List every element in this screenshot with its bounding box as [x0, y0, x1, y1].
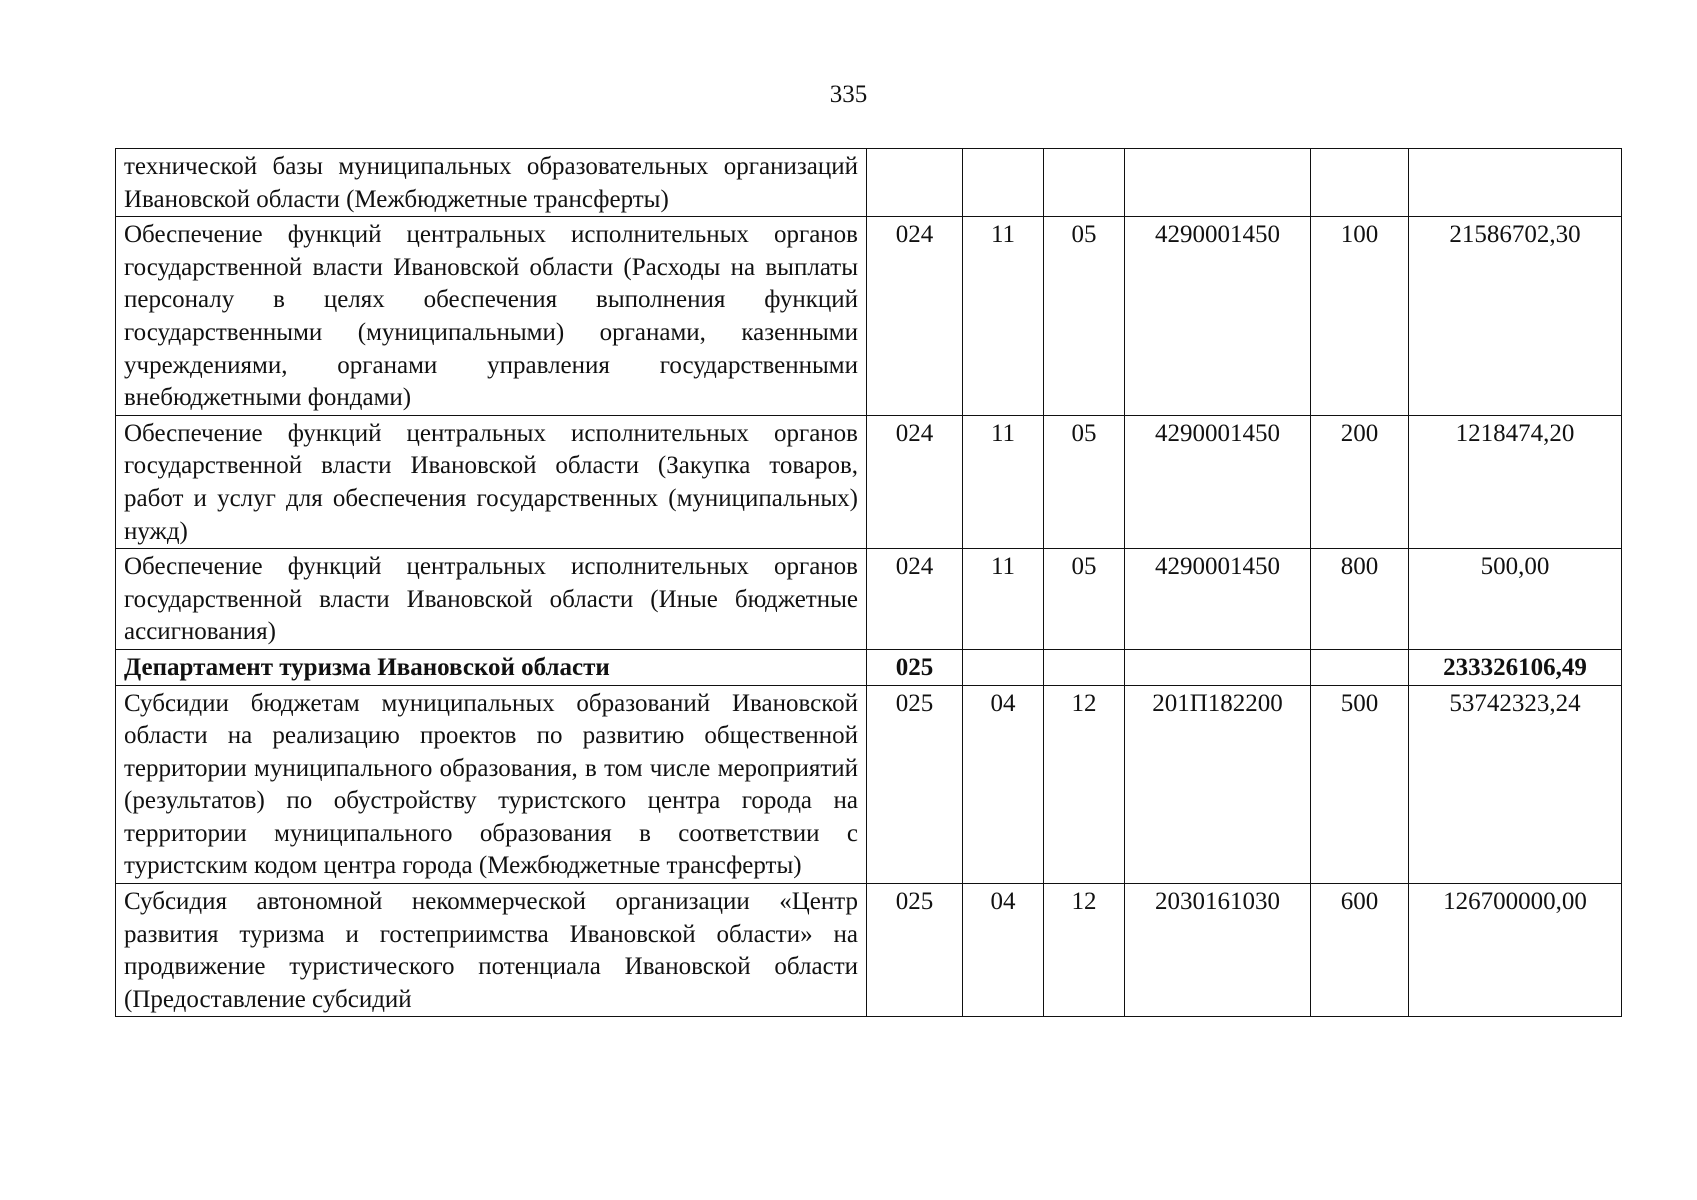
expense-type-code [1311, 149, 1409, 217]
grbs-code: 025 [867, 884, 963, 1017]
target-article-code: 201П182200 [1125, 685, 1311, 884]
amount: 126700000,00 [1409, 884, 1622, 1017]
grbs-code: 025 [867, 649, 963, 685]
table-row [116, 149, 1622, 217]
budget-table [115, 148, 1622, 1017]
subsection-code: 05 [1044, 217, 1125, 416]
section-code [963, 649, 1044, 685]
section-code: 11 [963, 217, 1044, 416]
grbs-code: 025 [867, 685, 963, 884]
row-description: Субсидии бюджетам муниципальных образований Ивановской области на реализацию проектов по развитию общественной территории муниципального образования, в том числе мероприятий (результатов) по обустройству туристского центра города на территории муниципального образования в соответствии с туристским кодом центра города (Межбюджетные трансферты) [116, 685, 867, 884]
grbs-code: 024 [867, 217, 963, 416]
target-article-code [1125, 149, 1311, 217]
row-description: технической базы муниципальных образовательных организаций Ивановской области (Межбюджетные трансферты) [116, 149, 867, 217]
row-description: Обеспечение функций центральных исполнительных органов государственной власти Ивановской области (Иные бюджетные ассигнования) [116, 549, 867, 650]
row-description: Департамент туризма Ивановской области [116, 649, 867, 685]
amount: 53742323,24 [1409, 685, 1622, 884]
expense-type-code: 500 [1311, 685, 1409, 884]
subsection-code: 12 [1044, 884, 1125, 1017]
row-description: Обеспечение функций центральных исполнительных органов государственной власти Ивановской области (Закупка товаров, работ и услуг для обеспечения государственных (муниципальных) нужд) [116, 415, 867, 548]
table-row [116, 884, 1622, 1017]
target-article-code: 4290001450 [1125, 415, 1311, 548]
section-code: 11 [963, 415, 1044, 548]
target-article-code: 4290001450 [1125, 217, 1311, 416]
table-row [116, 685, 1622, 884]
subsection-code [1044, 649, 1125, 685]
expense-type-code: 600 [1311, 884, 1409, 1017]
expense-type-code [1311, 649, 1409, 685]
target-article-code: 4290001450 [1125, 549, 1311, 650]
subsection-code: 05 [1044, 415, 1125, 548]
table-row [116, 549, 1622, 650]
table-row-department-header [116, 649, 1622, 685]
section-code: 04 [963, 884, 1044, 1017]
expense-type-code: 800 [1311, 549, 1409, 650]
amount: 500,00 [1409, 549, 1622, 650]
expense-type-code: 100 [1311, 217, 1409, 416]
grbs-code [867, 149, 963, 217]
amount [1409, 149, 1622, 217]
subsection-code [1044, 149, 1125, 217]
section-code: 04 [963, 685, 1044, 884]
section-code [963, 149, 1044, 217]
expense-type-code: 200 [1311, 415, 1409, 548]
amount: 21586702,30 [1409, 217, 1622, 416]
page-number: 335 [829, 81, 868, 108]
table-row [116, 415, 1622, 548]
table-row [116, 217, 1622, 416]
amount: 1218474,20 [1409, 415, 1622, 548]
subsection-code: 12 [1044, 685, 1125, 884]
section-code: 11 [963, 549, 1044, 650]
row-description: Субсидия автономной некоммерческой организации «Центр развития туризма и гостеприимства Ивановской области» на продвижение туристического потенциала Ивановской области (Предоставление субсидий [116, 884, 867, 1017]
amount: 233326106,49 [1409, 649, 1622, 685]
grbs-code: 024 [867, 549, 963, 650]
target-article-code: 2030161030 [1125, 884, 1311, 1017]
target-article-code [1125, 649, 1311, 685]
subsection-code: 05 [1044, 549, 1125, 650]
row-description: Обеспечение функций центральных исполнительных органов государственной власти Ивановской области (Расходы на выплаты персоналу в целях обеспечения выполнения функций государственными (муниципальными) органами, казенными учреждениями, органами управления государственными внебюджетными фондами) [116, 217, 867, 416]
grbs-code: 024 [867, 415, 963, 548]
